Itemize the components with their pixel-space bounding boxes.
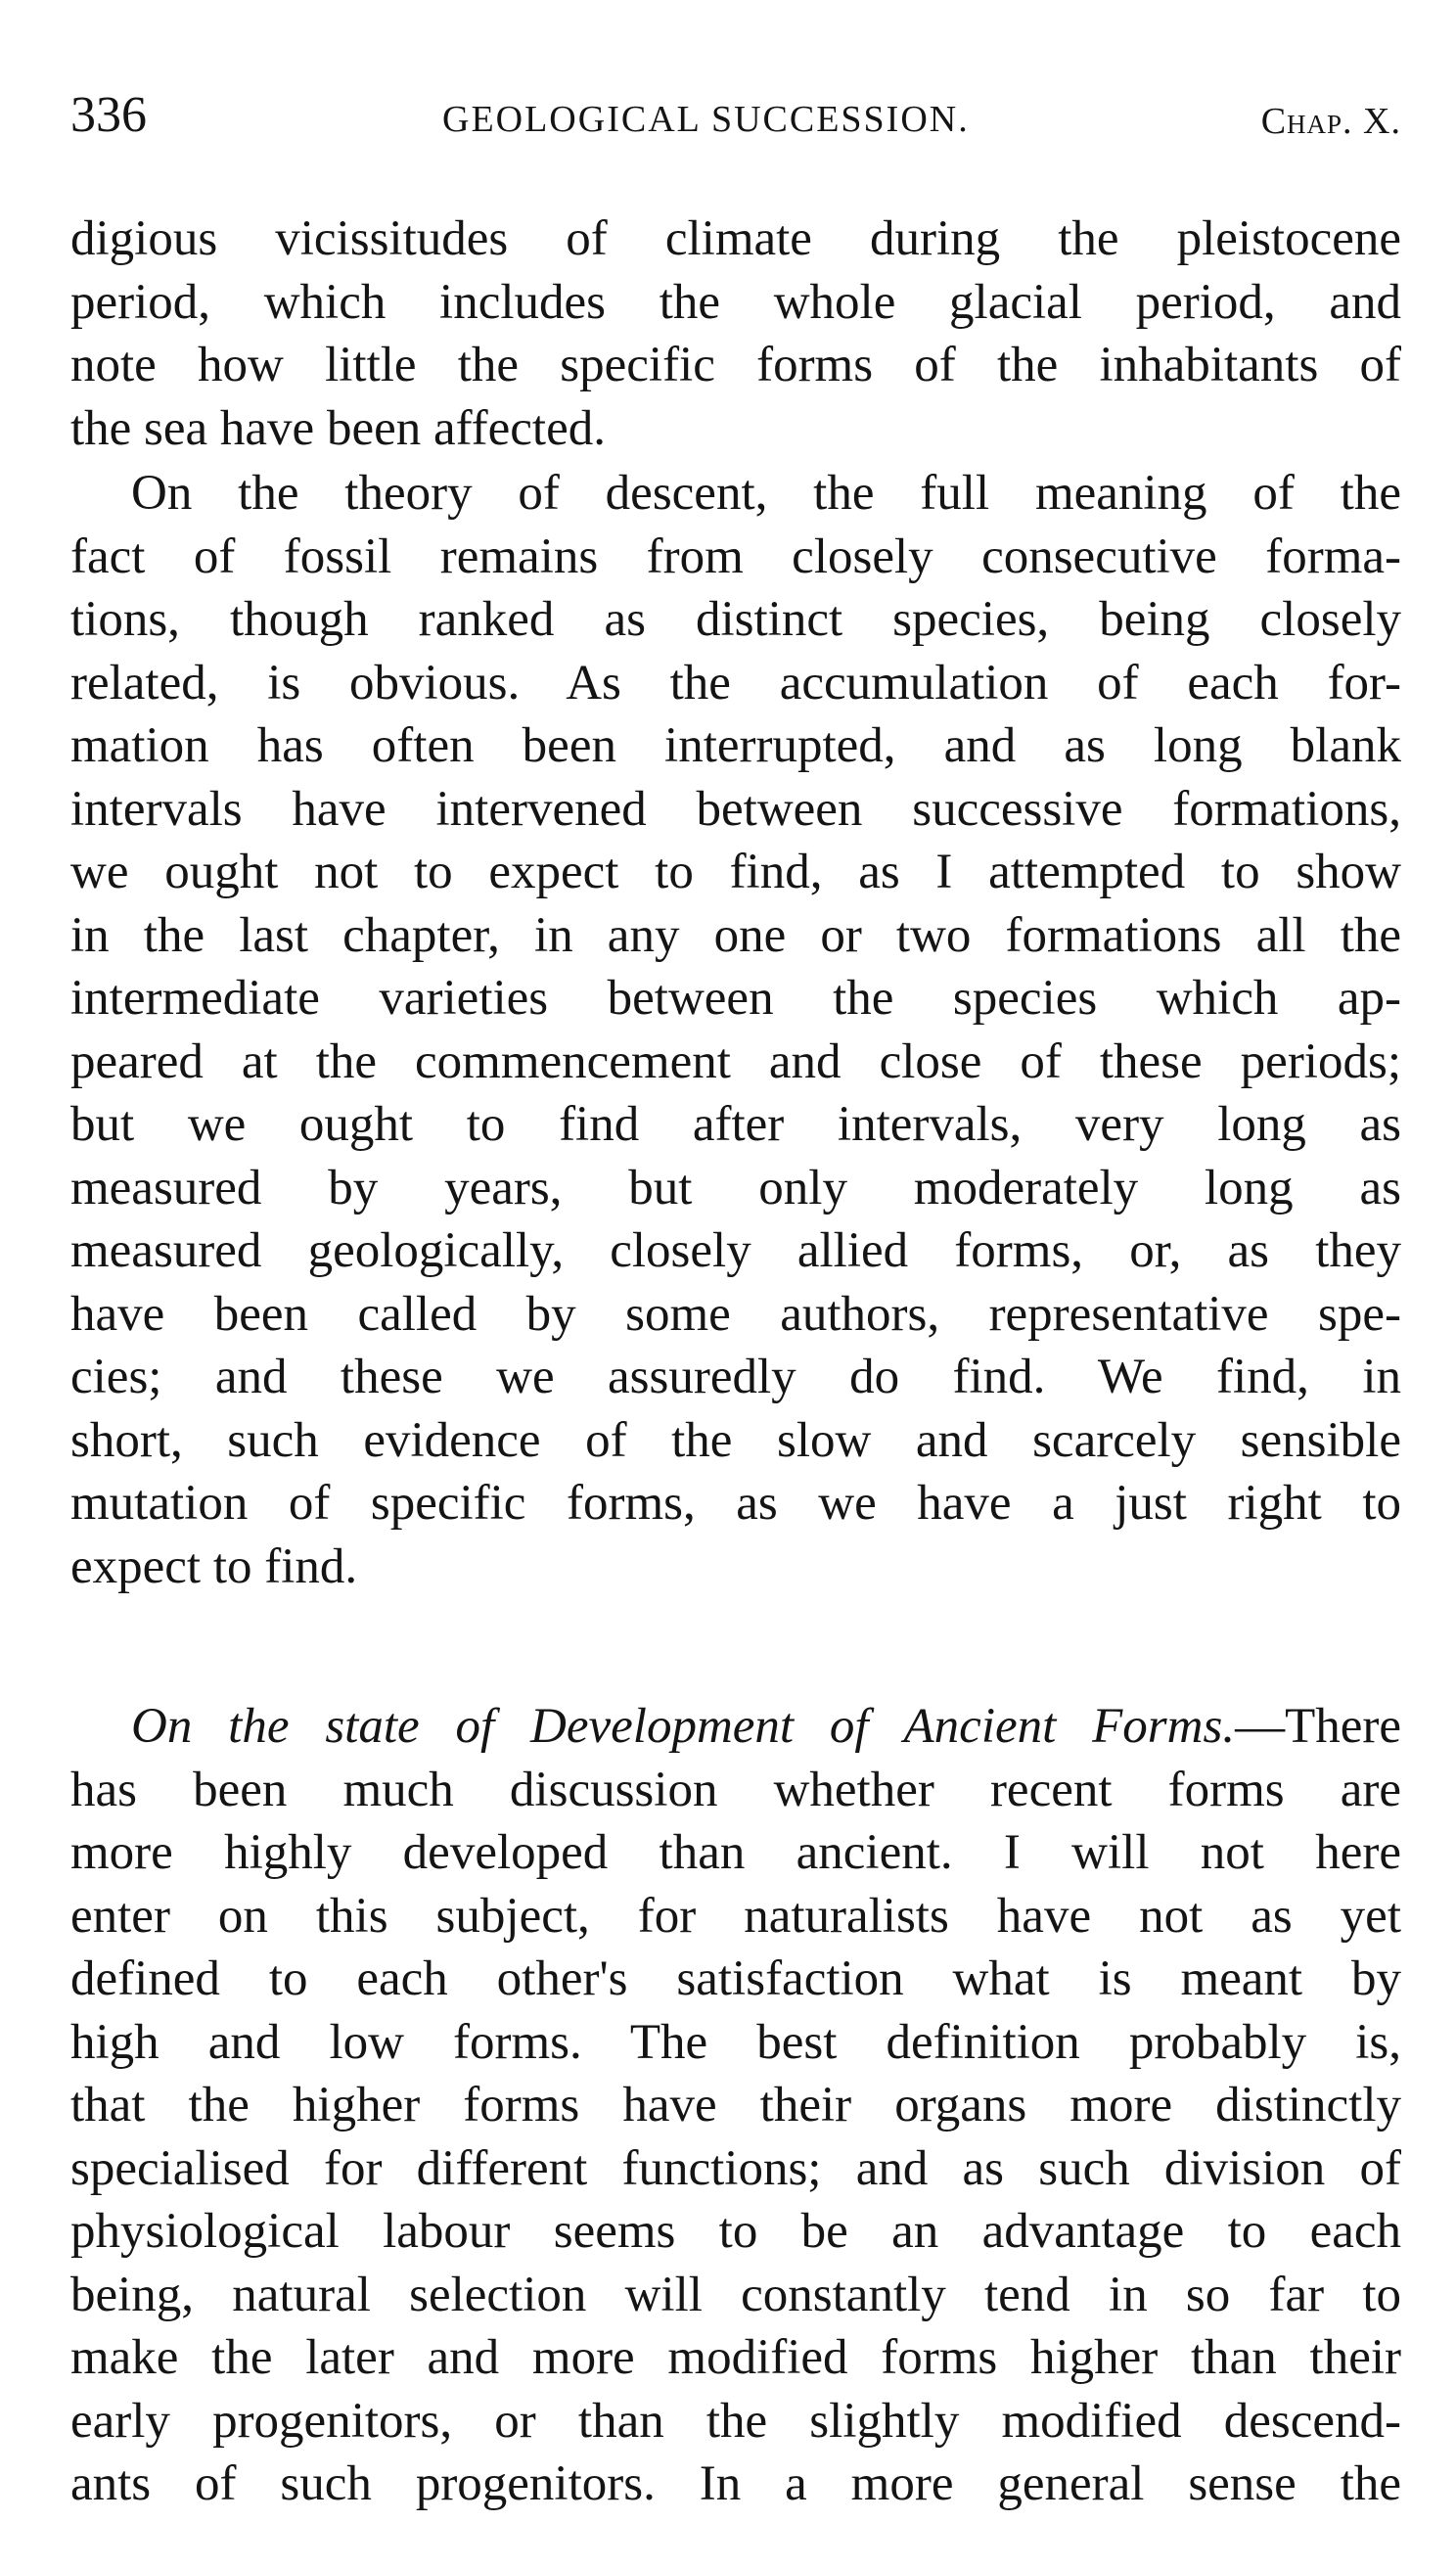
text-line: has been much discussion whether recent forms are <box>70 1762 1401 1817</box>
running-title: GEOLOGICAL SUCCESSION. <box>442 99 970 140</box>
text-line: early progenitors, or than the slightly modified descend- <box>70 2393 1401 2449</box>
text-line: that the higher forms have their organs more distinctly <box>70 2078 1401 2132</box>
text-line: defined to each other's satisfaction what is meant by <box>70 1951 1401 2006</box>
text-line: measured by years, but only moderately long as <box>70 1160 1401 1215</box>
section-heading: On the state of Development of Ancient Forms. <box>131 1699 1236 1754</box>
paragraph-2 <box>70 462 1401 1598</box>
text-line: intervals have intervened between successive formations, <box>70 781 1401 837</box>
text-line: make the later and more modified forms higher than their <box>70 2330 1401 2385</box>
section-heading-line <box>70 1695 1401 1759</box>
text-line: more highly developed than ancient. I will not here <box>70 1825 1401 1880</box>
text-line: period, which includes the whole glacial period, and <box>70 274 1401 330</box>
text-line: intermediate varieties between the species which ap- <box>70 971 1401 1026</box>
paragraph-3 <box>70 1695 1401 2516</box>
text-line: cies; and these we assuredly do find. We find, in <box>70 1350 1401 1404</box>
text-line: specialised for different functions; and as such division of <box>70 2140 1401 2196</box>
text-line: digious vicissitudes of climate during the pleistocene <box>70 211 1401 266</box>
text-line: related, is obvious. As the accumulation of each for- <box>70 655 1401 711</box>
text-line: we ought not to expect to find, as I attempted to show <box>70 845 1401 899</box>
text-line: the sea have been affected. <box>70 400 606 456</box>
text-line: expect to find. <box>70 1538 358 1594</box>
text-line: peared at the commencement and close of these periods; <box>70 1033 1401 1089</box>
text-line: short, such evidence of the slow and scarcely sensible <box>70 1412 1401 1468</box>
text-line: enter on this subject, for naturalists have not as yet <box>70 1888 1401 1944</box>
text-line: have been called by some authors, representative spe- <box>70 1286 1401 1342</box>
text-line: note how little the specific forms of the inhabitants of <box>70 338 1401 392</box>
text-line: mutation of specific forms, as we have a just right to <box>70 1476 1401 1531</box>
text-line: On the theory of descent, the full meaning of the <box>131 466 1401 521</box>
text-line: being, natural selection will constantly tend in so far to <box>70 2267 1401 2322</box>
text-line: physiological labour seems to be an advantage to each <box>70 2204 1401 2259</box>
text-line: high and low forms. The best definition probably is, <box>70 2014 1401 2070</box>
page-number: 336 <box>70 87 147 143</box>
text-line: mation has often been interrupted, and as long blank <box>70 718 1401 773</box>
text-line: measured geologically, closely allied forms, or, as they <box>70 1223 1401 1278</box>
paragraph-1 <box>70 207 1401 460</box>
page-header <box>70 84 1401 147</box>
heading-continuation: —There <box>1235 1699 1401 1754</box>
text-line: but we ought to find after intervals, very long as <box>70 1097 1401 1152</box>
text-line: fact of fossil remains from closely consecutive forma- <box>70 528 1401 584</box>
text-line: tions, though ranked as distinct species, being closely <box>70 592 1401 647</box>
chapter-label: Chap. X. <box>1260 101 1401 142</box>
text-line: in the last chapter, in any one or two formations all the <box>70 907 1401 963</box>
text-line: ants of such progenitors. In a more general sense the <box>70 2456 1401 2511</box>
